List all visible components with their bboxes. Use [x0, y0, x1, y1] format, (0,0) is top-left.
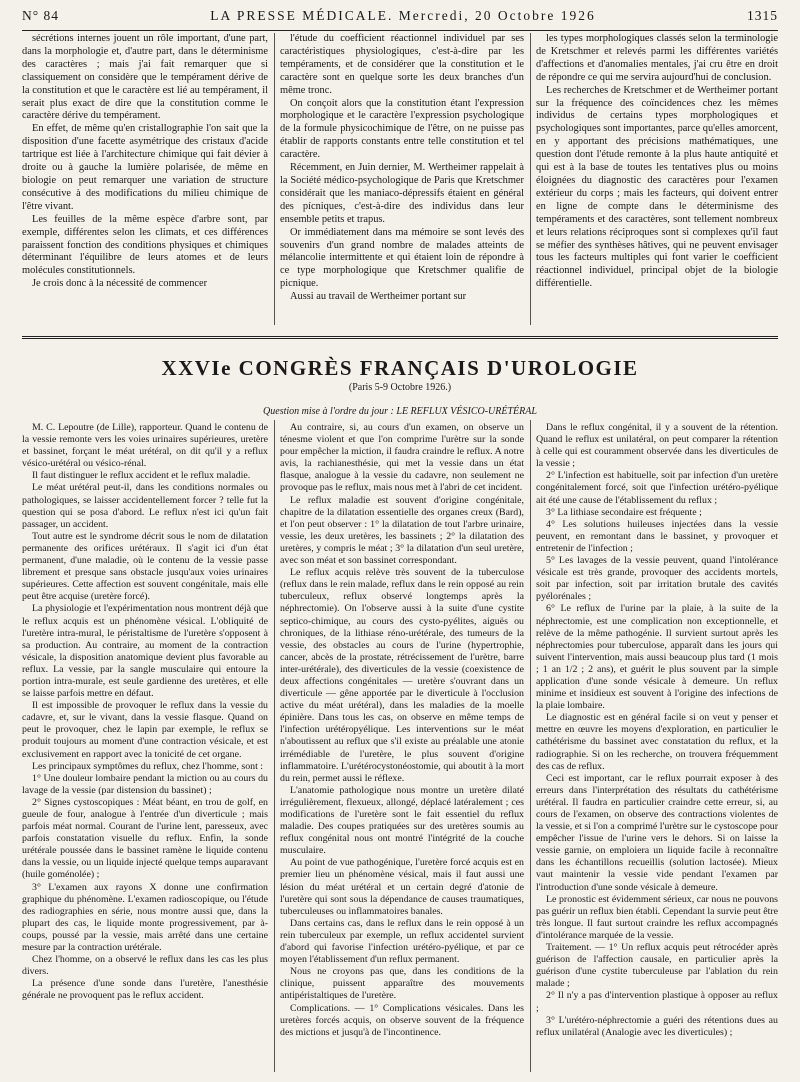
paragraph: Tout autre est le syndrome décrit sous le nom de dilatation permanente des orifices urétéraux. Il s'agit ici d'un état permanent, d'une maladie, où le contenu de la vessie passe librement et presque sans obstacle jusqu'aux voies urinaires supérieures. Cette affection est souvent congénitale, mais elle peut être acquise (uretère forcé).	[22, 530, 268, 603]
paragraph: 3° La lithiase secondaire est fréquente ;	[546, 506, 702, 518]
paragraph: La physiologie et l'expérimentation nous montrent déjà que le reflux acquis est un phénomène vésical. L'obliquité de l'uretère intra-mural, le péristaltisme de l'uretère s'opposent à sa production. Au contraire, au moment de la contraction vésicale, la disposition anatomique devient plus favorable au reflux. La vessie, par la sangle musculaire qui entoure la portion intra-murale, est seule gardienne des uretères, et elle se laisse parfois mettre en défaut.	[22, 603, 268, 700]
paragraph: On conçoit alors que la constitution étant l'expression morphologique et le caractère l'expression psychologique de la formule physicochimique de l'être, on ne puisse pas établir de rapports constants entre telle constitution et tel caractère.	[280, 97, 524, 161]
paragraph: Récemment, en Juin dernier, M. Wertheimer rappelait à la Société médico-psychologique de Paris que Kretschmer considérait que les maniaco-dépressifs étaient en général des pícniques, c'est-à-dire des individus dans leur ensemble petits et trapus.	[280, 162, 524, 225]
page-number: 1315	[747, 8, 778, 23]
column-divider	[274, 33, 275, 325]
paragraph: 6° Le reflux de l'urine par la plaie, à la suite de la néphrectomie, est une complication non exceptionnelle, et relève de la même pathogénie. Il survient surtout après les néphrectomies pour tuberculose, apparaît dans les jours qui suivent l'intervention, mais aussi beaucoup plus tard (1 mois ; 1 an 1/2 ; 2 ans), et guérit le plus souvent par la simple application d'une sonde vésicale à demeure. Un reflux minime et insidieux est souvent à l'origine des infections de la plaie lombaire.	[536, 603, 778, 712]
paragraph: 1° Une douleur lombaire pendant la miction ou au cours du lavage de la vessie (par distension du bassinet) ;	[22, 772, 268, 796]
paragraph: sécrétions internes jouent un rôle important, d'une part, dans la morphologie et, d'autre part, dans le déterminisme des caractères ; mais j'ai fait remarquer que si classiquement on considère que le tempérament dérive de la constitution et que le caractère est lié au tempérament, il serait plus exact de dire que la constitution comme le caractère dérive du tempérament.	[22, 33, 268, 122]
column-divider	[530, 33, 531, 325]
column-divider	[530, 420, 531, 1072]
top-column-3	[536, 33, 778, 325]
paragraph: Le pronostic est évidemment sérieux, car nous ne pouvons pas guérir un reflux bien établi. Cependant la survie peut être très longue. Il faut surtout craindre les reflux accompagnés d'intolérance marquée de la vessie.	[536, 893, 778, 941]
paragraph: Ceci est important, car le reflux pourrait exposer à des erreurs dans l'interprétation des résultats du cathétérisme urétéral. Il faudra en particulier craindre cette erreur, si, au cours de l'examen, on observe des contractions violentes de la vessie, et si l'on a comprimé l'urètre sur le cystoscope pour empêcher l'issue de l'urine vers le dehors. Si on laisse la vessie garnie, on emploiera un liquide facile à reconnaître dans les échantillons recueillis (solution lactosée). Mieux vaut maintenir la vessie vide pendant l'examen par l'introduction d'une sonde vésicale à demeure.	[536, 772, 778, 893]
paragraph: Le reflux maladie est souvent d'origine congénitale, chapitre de la dilatation essentielle des organes creux (Bard), et l'on peut observer : 1° la dilatation de tout l'arbre urinaire, vessie, les deux uretères, les bassinets ; 2° la dilatation des uretères, y compris le méat ; 3° la dilatation d'un seul uretère, avec son méat et son bassinet correspondant.	[280, 494, 524, 567]
paragraph: Le diagnostic est en général facile si on veut y penser et mettre en œuvre les moyens d'exploration, en particulier le cathétérisme du bassinet avec constatation du reflux, et la radiographie. Si on les recherche, on trouvera fréquemment des cas de reflux.	[536, 712, 778, 772]
paragraph: les types morphologiques classés selon la terminologie de Kretschmer et relevés parmi les différentes variétés d'affections et d'anomalies mentales, j'ai cru être en droit de répondre ce qui me servira aujourd'hui de conclusion.	[536, 33, 778, 83]
paragraph: 2° Il n'y a pas d'intervention plastique à opposer au reflux ;	[536, 990, 778, 1014]
paragraph: 2° L'infection est habituelle, soit par infection d'un uretère congénitalement forcé, soit que l'infection urétéro-pyélique ait été une cause de l'établissement du reflux ;	[536, 470, 778, 506]
paragraph: Le reflux acquis relève très souvent de la tuberculose (reflux dans le rein malade, reflux dans le rein opposé au rein tuberculeux, reflux observé longtemps après la néphrectomie). On l'observe aussi à la suite d'une cystite septico-chimique, au cours des cysto-pyélites, aiguës ou chroniques, de la lithiase réno-urétérale, des tumeurs de la vessie, des obstacles au cours de l'urine (hypertrophie, cancer, abcès de la prostate, rétrécissement de l'urètre, barre inter-urétérale), des diverticules de la vessie (coexistence de deux affections congénitales — uretère s'ouvrant dans un diverticule — gêne apportée par le diverticule à l'occlusion active du méat urétéral), dans les maladies de la moelle épinière. Dans tous les cas, on observe en même temps de l'infection urétéropyélique. Les interventions sur le méat n'aboutissent au reflux que s'il existe au préalable une atonie irrémédiable de l'uretère, le plus souvent d'origine inflammatoire. L'urétérocystonéostomie, qui aboutit à la mort du rein, permet aussi le réflexe.	[280, 567, 524, 784]
paragraph: Je crois donc à la nécessité de commencer	[32, 278, 208, 290]
paragraph: 3° L'urétéro-néphrectomie a guéri des rétentions dues au reflux unilatéral (Analogie avec les diverticules) ;	[536, 1014, 778, 1038]
paragraph: Au point de vue pathogénique, l'uretère forcé acquis est en premier lieu un phénomène vésical, mais il faut aussi une lésion du méat urétéral et un certain degré d'atonie de l'uretère qui sont sous la dépendance de causes traumatiques, tuberculeuses ou inflammatoires banales.	[280, 857, 524, 917]
paragraph: Or immédiatement dans ma mémoire se sont levés des souvenirs d'un grand nombre de malades atteints de mélancolie intermittente et qui étaient loin de répondre à ce type morphologique que Kretschmer qualifie de picnique.	[280, 226, 524, 290]
paragraph: Dans certains cas, dans le reflux dans le rein opposé à un rein tuberculeux par exemple, un reflux accidentel survient d'abord qui favorise l'infection urétéro-pyélique, et par ce moyen l'établissement d'un reflux permanent.	[280, 917, 524, 966]
congress-title: XXVIe CONGRÈS FRANÇAIS D'UROLOGIE	[161, 356, 639, 380]
top-column-1	[22, 33, 268, 325]
journal-title-date: LA PRESSE MÉDICALE. Mercredi, 20 Octobre 1926	[210, 8, 596, 23]
paragraph: Traitement. — 1° Un reflux acquis peut rétrocéder après guérison de l'affection causale, en particulier après la guérison d'une cystite tuberculeuse par l'ablation du rein malade ;	[536, 942, 778, 990]
paragraph: En effet, de même qu'en cristallographie l'on sait que la disposition d'une facette asymétrique des cristaux d'acide tartrique est liée à l'architecture chimique qui fait dévier à droite ou à gauche la lumière polarisée, de même en biologie on peut remarquer une variation de structure consécutive à des modifications du milieu chimique de l'être vivant.	[22, 123, 268, 212]
paragraph: Complications. — 1° Complications vésicales. Dans les uretères forcés acquis, on observe souvent de la fréquence des mictions et jusqu'à de l'incontinence.	[280, 1002, 524, 1038]
paragraph: Il est impossible de provoquer le reflux dans la vessie du cadavre, et, sur le vivant, dans la vessie flasque. Quand on peut le provoquer, chez le lapin par exemple, le reflux se produit toujours au moment d'une contraction vésicale, et est exclusivement en rapport avec la tonicité de cet organe.	[22, 700, 268, 760]
paragraph: Aussi au travail de Wertheimer portant sur	[290, 291, 467, 303]
paragraph: Les feuilles de la même espèce d'arbre sont, par exemple, différentes selon les climats, et ces différences paraissent fonction des conditions physiques et chimiques déterminant l'équilibre de leurs atomes et de leurs molécules constitutionnels.	[22, 213, 268, 277]
paragraph: Les principaux symptômes du reflux, chez l'homme, sont :	[32, 760, 264, 772]
paragraph: L'anatomie pathologique nous montre un uretère dilaté irrégulièrement, flexueux, allongé, déplacé latéralement ; ces modifications de l'uretère sont le fait essentiel du reflux maladie. Des coupes pratiquées sur des uretères soumis au reflux congénital nous ont montré l'intégrité de la couche musculaire.	[280, 784, 524, 857]
paragraph: Nous ne croyons pas que, dans les conditions de la clinique, puissent apparaître des mouvements antipéristaltiques de l'uretère.	[280, 966, 524, 1002]
bottom-column-2	[280, 422, 524, 1072]
congress-dates: (Paris 5-9 Octobre 1926.)	[348, 382, 452, 393]
top-column-2	[280, 33, 524, 325]
page-header	[22, 8, 778, 31]
paragraph: Chez l'homme, on a observé le reflux dans les cas les plus divers.	[22, 954, 268, 978]
paragraph: Le méat urétéral peut-il, dans les conditions normales ou pathologiques, se laisser accidentellement forcer ? telle fut la question qui se posa d'abord. Le reflux n'est ici qu'un fait passager, un accident.	[22, 482, 268, 530]
paragraph: 5° Les lavages de la vessie peuvent, quand l'intolérance vésicale est très grande, provoquer des accidents mortels, soit par infection, soit par irritation brutale des cavités pyélorénales ;	[536, 555, 778, 603]
paragraph: l'étude du coefficient réactionnel individuel par ses caractéristiques physiologiques, c'est-à-dire par les tempéraments, et de considérer que la constitution et le caractère sont en quelque sorte les deux branches d'un même tronc.	[280, 33, 524, 96]
paragraph: Dans le reflux congénital, il y a souvent de la rétention. Quand le reflux est unilatéral, on peut comparer la rétention à celle qui est couramment observée dans les diverticules de la vessie ;	[536, 422, 778, 470]
paragraph: Il faut distinguer le reflux accident et le reflux maladie.	[32, 470, 251, 482]
paragraph: 2° Signes cystoscopiques : Méat béant, en trou de golf, en gueule de four, analogue à l'entrée d'un diverticule ; mais parfois méat normal. Courant de l'urine lent, paresseux, avec parfois constatation visuelle du reflux. Enfin, la sonde urétérale poussée dans le bassinet ramène le liquide contenu dans la vessie, ou un liquide injecté quelque temps auparavant (huile goménolée) ;	[22, 796, 268, 881]
paragraph: 4° Les solutions huileuses injectées dans la vessie peuvent, en remontant dans le bassinet, y provoquer et entretenir de l'infection ;	[536, 518, 778, 554]
paragraph: Au contraire, si, au cours d'un examen, on observe un ténesme violent et que l'on comprime l'urètre sur la sonde pour empêcher la miction, il faudra craindre le reflux. A notre avis, la rachianesthésie, qui met la vessie dans un état flasque, analogue à la vessie du cadavre, non seulement ne provoque pas le reflux, mais nous met à l'abri de cet incident.	[280, 422, 524, 494]
column-divider	[274, 420, 275, 1072]
paragraph: La présence d'une sonde dans l'uretère, l'anesthésie générale ne provoquent pas le reflux accident.	[22, 978, 268, 1002]
bottom-column-1	[22, 422, 268, 1072]
question-heading: Question mise à l'ordre du jour : LE REFLUX VÉSICO-URÉTÉRAL	[263, 406, 537, 417]
section-rule	[22, 336, 778, 339]
paragraph: 3° L'examen aux rayons X donne une confirmation graphique du phénomène. L'examen radioscopique, ou l'étude des radiographies en série, nous montre aussi que, dans la plupart des cas, le liquide monte progressivement, par à-coups, poussé par la vessie, mais arrêté dans une certaine mesure par la contraction urétérale.	[22, 881, 268, 954]
bottom-column-3	[536, 422, 778, 1072]
issue-number: N° 84	[22, 8, 60, 23]
paragraph: Les recherches de Kretschmer et de Wertheimer portant sur la fréquence des coïncidences chez les mêmes individus de certains types morphologiques et psychologiques sont importantes, parce qu'elles amorcent, en y apportant des précisions mathématiques, une question dont l'étude remonte à la plus haute antiquité et qui est à la base de toutes les tentatives plus ou moins éloignées du diagnostic des caractères pour l'examen extérieur du corps ; mais les facteurs, qui doivent entrer en ligne de compte dans le déterminisme des tempéraments et des caractères, sont tellement nombreux et leurs relations réciproques sont si complexes qu'il faut se méfier des synthèses hâtives, qui ne peuvent envisager tous les facteurs multiples qui font varier le coefficient réactionnel individuel, principal objet de la biologie différentielle.	[536, 84, 778, 290]
paragraph: M. C. Lepoutre (de Lille), rapporteur. Quand le contenu de la vessie remonte vers les voies urinaires supérieures, uretère et bassinet, forçant le méat urétéral, on dit qu'il y a reflux vésico-urétéral ou vésico-rénal.	[22, 422, 268, 470]
